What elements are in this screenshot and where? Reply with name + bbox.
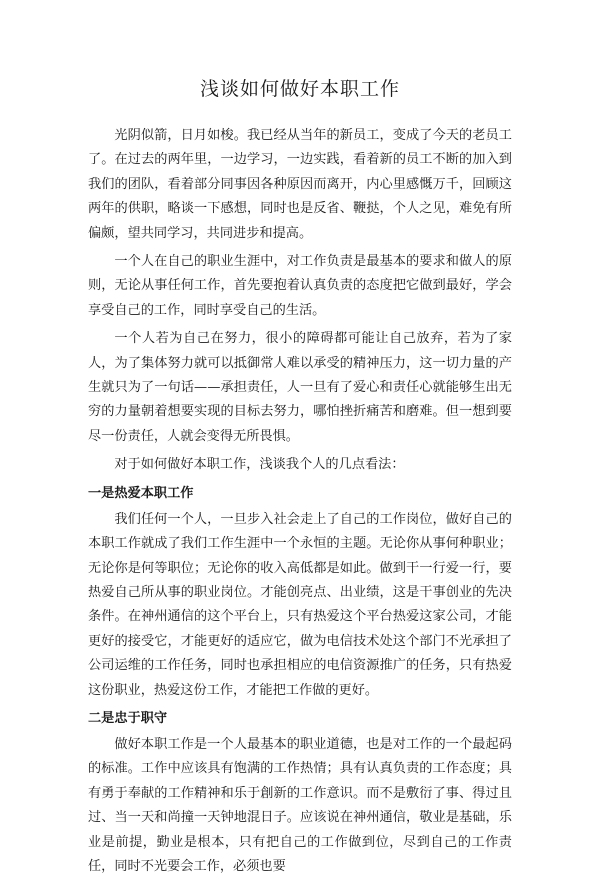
section-heading-love-job: 一是热爱本职工作 — [88, 485, 194, 501]
paragraph-intro: 光阴似箭，日月如梭。我已经从当年的新员工，变成了今天的老员工了。在过去的两年里，一边学习，一边实践，看着新的员工不断的加入到我们的团队，看着部分同事因各种原因而离开，内心里感慨万千，回顾这两年的供职，略谈一下感想，同时也是反省、鞭挞，个人之见，难免有所偏颇，望共同学习，共同进步和提高。 — [88, 128, 512, 241]
section-body-love-job: 我们任何一个人，一旦步入社会走上了自己的工作岗位，做好自己的本职工作就成了我们工作生涯中一个永恒的主题。无论你从事何种职业；无论你是何等职位；无论你的收入高低都是如此。做到干一行爱一行，要热爱自己所从事的职业岗位。才能创亮点、出业绩，这是干事创业的先决条件。在神州通信的这个平台上，只有热爱这个平台热爱这家公司，才能更好的接受它，才能更好的适应它，做为电信技术处这个部门不光承担了公司运维的工作任务，同时也承担相应的电信资源推广的任务，只有热爱这份职业，热爱这份工作，才能把工作做的更好。 — [88, 511, 512, 698]
section-body-loyalty: 做好本职工作是一个人最基本的职业道德，也是对工作的一个最起码的标准。工作中应该具有饱满的工作热情；具有认真负责的工作态度；具有勇于奉献的工作精神和乐于創新的工作意识。而不是敷衍了事、得过且过、当一天和尚撞一天钟地混日子。应该说在神州通信，敬业是基础，乐业是前提，勤业是根本，只有把自己的工作做到位，尽到自己的工作责任，同时不光要会工作，必须也要 — [88, 736, 512, 874]
section-heading-loyalty: 二是忠于职守 — [88, 710, 168, 726]
document-title: 浅谈如何做好本职工作 — [199, 78, 400, 100]
paragraph-effort: 一个人若为自己在努力，很小的障碍都可能让自己放弃，若为了家人，为了集体努力就可以抵御常人难以承受的精神压力，这一切力量的产生就只为了一句话——承担责任，人一旦有了爱心和责任心就能够生出无穷的力量朝着想要实现的目标去努力，哪怕挫折痛苦和磨难。但一想到要尽一份责任，人就会变得无所畏惧。 — [88, 331, 512, 444]
paragraph-responsibility: 一个人在自己的职业生涯中，对工作负责是最基本的要求和做人的原则，无论从事任何工作，首先要抱着认真负责的态度把它做到最好，学会享受自己的工作，同时享受自己的生活。 — [88, 254, 512, 318]
paragraph-views-intro: 对于如何做好本职工作，浅谈我个人的几点看法： — [114, 457, 405, 473]
